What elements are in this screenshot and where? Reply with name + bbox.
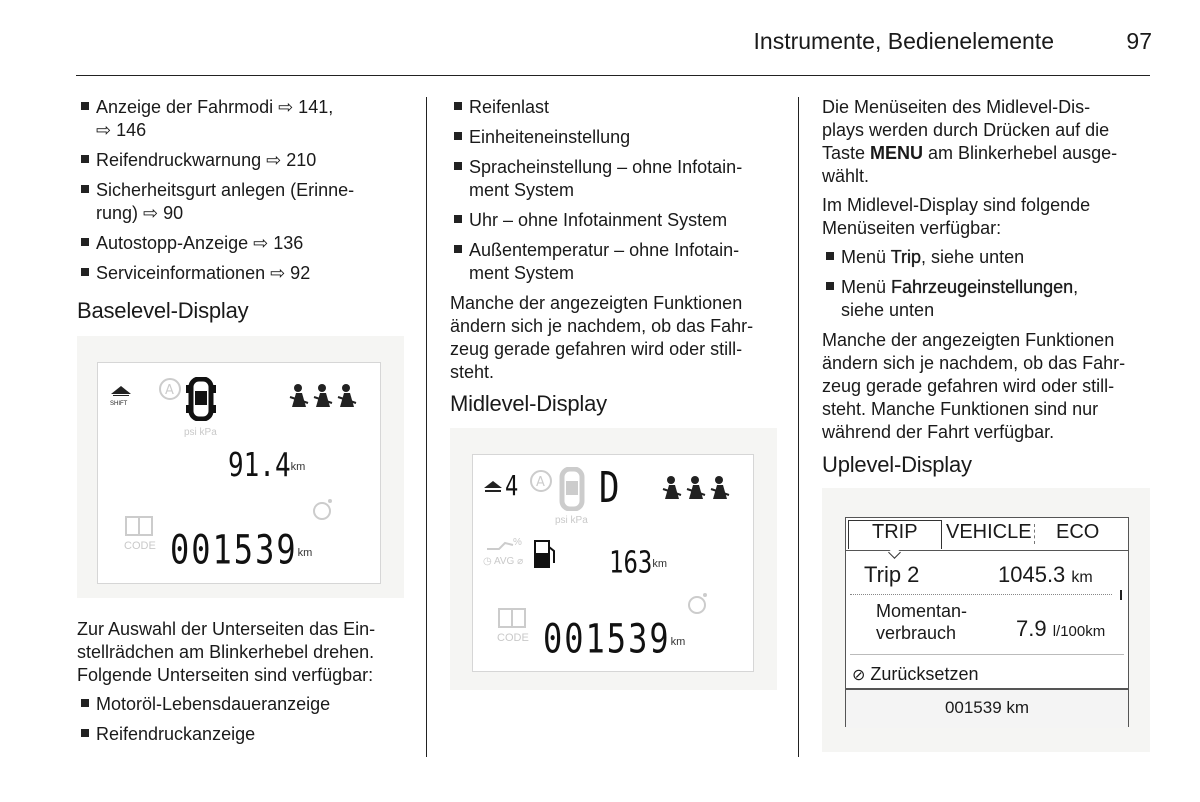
baselevel-lcd <box>97 362 381 584</box>
seatbelt-icons <box>661 475 733 506</box>
code-indicator: CODE <box>497 607 529 644</box>
svg-text:A: A <box>165 383 174 398</box>
list-item: Spracheinstellung – ohne Infotain- ment System <box>450 156 790 202</box>
odometer-readout: 001539km <box>543 615 686 663</box>
column-1-bottom <box>77 618 417 753</box>
psi-kpa-label: psi kPa <box>184 427 217 438</box>
subpage-list <box>77 693 417 746</box>
range-readout: 163km <box>609 545 668 580</box>
list-item: Reifenlast <box>450 96 790 119</box>
trip-distance: 1045.3 km <box>998 562 1093 587</box>
list-item: Uhr – ohne Infotainment System <box>450 209 790 232</box>
page-number: 97 <box>1126 28 1152 54</box>
seatbelt-icons <box>288 383 360 414</box>
autostop-icon <box>529 469 553 498</box>
range-readout: 91.4km <box>228 447 306 485</box>
list-item: Anzeige der Fahrmodi ⇨ 141, ⇨ 146 <box>77 96 417 142</box>
book-icon <box>124 515 154 537</box>
midlevel-lcd <box>472 454 754 672</box>
column-1 <box>77 96 417 292</box>
odometer-bar: 001539 km <box>846 688 1128 728</box>
upshift-arrow-icon <box>483 479 503 493</box>
feature-list-1 <box>77 96 417 285</box>
row-separator <box>850 594 1112 595</box>
column-divider-1 <box>426 97 427 757</box>
column-divider-2 <box>798 97 799 757</box>
list-item: Menü Trip, siehe unten <box>822 246 1152 269</box>
list-item: Außentemperatur – ohne Infotain- ment System <box>450 239 790 285</box>
oil-life-indicator: % ◷ AVG ⌀ <box>483 537 524 567</box>
list-item: Menü Fahrzeugeinstellungen, siehe unten <box>822 276 1152 322</box>
uplevel-heading: Uplevel-Display <box>822 452 972 477</box>
baselevel-paragraph: Zur Auswahl der Unterseiten das Ein- stellrädchen am Blinkerhebel drehen. Folgende Unterseiten sind verfügbar: <box>77 619 376 685</box>
tab-eco: ECO <box>1056 521 1100 543</box>
car-tire-icon <box>557 467 587 516</box>
list-item: Reifendruckanzeige <box>77 723 417 746</box>
gear-letter-readout: D <box>599 463 620 513</box>
odometer-readout: 001539km <box>170 526 313 574</box>
midlevel-intro-paragraph: Manche der angezeigten Funktionen ändern sich je nachdem, ob das Fahr- zeug gerade gefahren wird oder still- steht. <box>450 293 754 382</box>
column-2 <box>450 96 790 390</box>
column-3 <box>822 96 1152 450</box>
uplevel-intro-paragraph: Manche der angezeigten Funktionen ändern sich je nachdem, ob das Fahr- zeug gerade gefahren wird oder still- steht. Manche Funktionen sind nur während der Fahrt verfügbar. <box>822 330 1126 442</box>
list-item: Motoröl-Lebensdaueranzeige <box>77 693 417 716</box>
autostop-icon <box>158 377 182 406</box>
page-header-title: Instrumente, Bedienelemente <box>753 28 1054 54</box>
code-indicator: CODE <box>124 515 156 552</box>
list-item: Autostopp-Anzeige ⇨ 136 <box>77 232 417 255</box>
scroll-indicator <box>1120 590 1122 600</box>
list-item: Einheiteneinstellung <box>450 126 790 149</box>
reset-check-icon: ⊘ <box>852 667 866 684</box>
reset-row: ⊘ Zurücksetzen <box>852 664 979 684</box>
tab-vehicle: VEHICLE <box>946 521 1032 543</box>
gear-indicator: 4 <box>483 479 503 498</box>
psi-kpa-label: psi kPa <box>555 515 588 526</box>
svg-text:A: A <box>536 475 545 490</box>
tab-trip: TRIP <box>872 521 918 543</box>
shift-indicator: SHIFT <box>110 385 132 407</box>
tab-separator <box>1034 524 1036 544</box>
consumption-label: Momentan- verbrauch <box>876 601 968 643</box>
list-item: Sicherheitsgurt anlegen (Erinne- rung) ⇨ 90 <box>77 179 417 225</box>
menu-paragraph: Die Menüseiten des Midlevel-Dis- plays werden durch Drücken auf die Taste MENU am Blinkerhebel ausge- wählt. <box>822 97 1118 186</box>
midlevel-display-figure <box>450 428 777 690</box>
baselevel-display-figure <box>77 336 404 598</box>
list-item: Serviceinformationen ⇨ 92 <box>77 262 417 285</box>
service-wrench-icon <box>685 591 711 622</box>
list-item: Reifendruckwarnung ⇨ 210 <box>77 149 417 172</box>
baselevel-heading: Baselevel-Display <box>77 298 249 323</box>
book-icon <box>497 607 527 629</box>
service-wrench-icon <box>310 497 336 528</box>
menu-pages-paragraph: Im Midlevel-Display sind folgende Menüseiten verfügbar: <box>822 195 1091 238</box>
feature-list-2 <box>450 96 790 285</box>
consumption-value: 7.9 l/100km <box>1016 616 1106 641</box>
menu-pages-list <box>822 246 1152 322</box>
trip-name: Trip 2 <box>864 562 920 587</box>
header-rule <box>76 75 1150 76</box>
fuel-pump-icon <box>533 539 557 574</box>
row-separator-2 <box>850 654 1124 655</box>
uplevel-tab-row <box>846 518 1128 551</box>
midlevel-heading: Midlevel-Display <box>450 391 607 416</box>
car-tire-icon <box>186 377 216 426</box>
uplevel-screen <box>845 517 1129 727</box>
